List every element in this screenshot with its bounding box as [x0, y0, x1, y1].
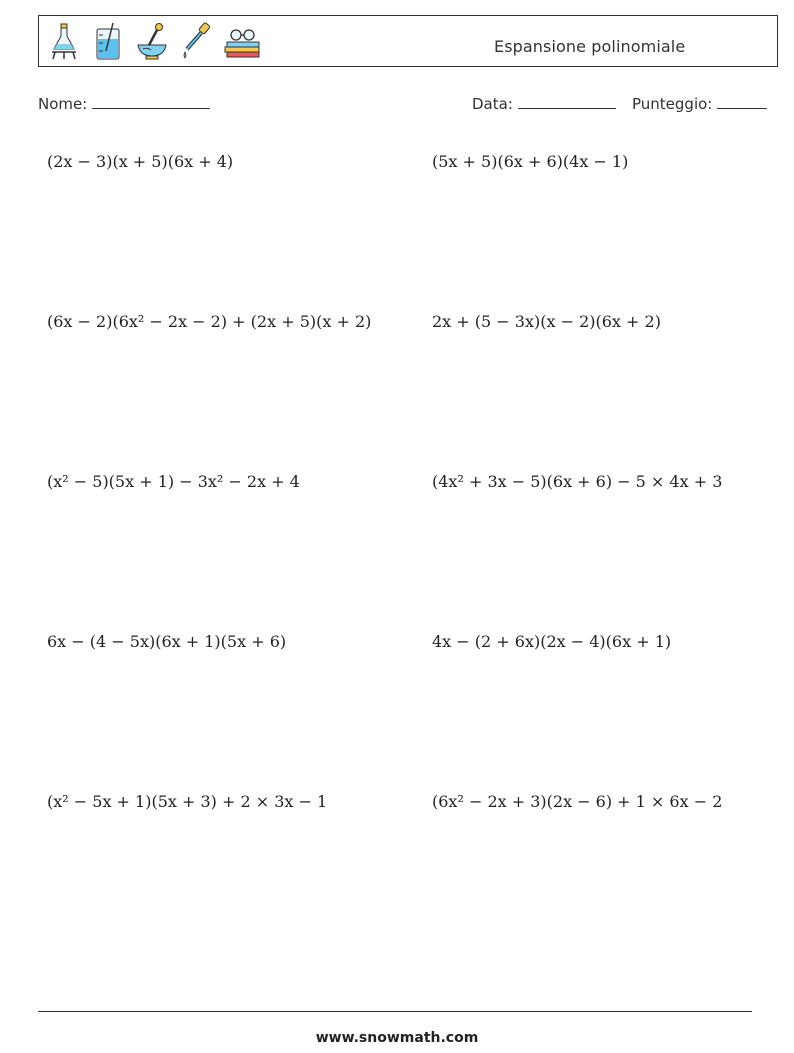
footer-divider	[38, 1011, 752, 1012]
problem-5: (x² − 5)(5x + 1) − 3x² − 2x + 4	[47, 472, 300, 491]
date-field[interactable]	[472, 94, 616, 113]
name-label: Nome:	[38, 95, 88, 113]
problem-3: (6x − 2)(6x² − 2x − 2) + (2x + 5)(x + 2)	[47, 312, 372, 331]
score-field[interactable]	[632, 94, 767, 113]
dropper-icon	[179, 21, 213, 61]
name-blank[interactable]	[92, 94, 210, 109]
problem-1: (2x − 3)(x + 5)(6x + 4)	[47, 152, 234, 171]
problem-6: (4x² + 3x − 5)(6x + 6) − 5 × 4x + 3	[432, 472, 723, 491]
name-field[interactable]	[38, 94, 210, 113]
books-glasses-icon	[223, 21, 263, 61]
problem-8: 4x − (2 + 6x)(2x − 4)(6x + 1)	[432, 632, 672, 651]
mortar-pestle-icon	[135, 21, 169, 61]
footer-url[interactable]: www.snowmath.com	[315, 1030, 479, 1046]
problem-4: 2x + (5 − 3x)(x − 2)(6x + 2)	[432, 312, 661, 331]
problem-7: 6x − (4 − 5x)(6x + 1)(5x + 6)	[47, 632, 287, 651]
score-blank[interactable]	[717, 94, 767, 109]
score-label: Punteggio:	[632, 95, 713, 113]
date-blank[interactable]	[518, 94, 616, 109]
problem-9: (x² − 5x + 1)(5x + 3) + 2 × 3x − 1	[47, 792, 328, 811]
problem-10: (6x² − 2x + 3)(2x − 6) + 1 × 6x − 2	[432, 792, 723, 811]
beaker-icon	[91, 21, 125, 61]
header-icons	[47, 21, 263, 61]
flask-icon	[47, 21, 81, 61]
date-label: Data:	[472, 95, 513, 113]
problem-2: (5x + 5)(6x + 6)(4x − 1)	[432, 152, 629, 171]
worksheet-header	[38, 15, 778, 67]
worksheet-title: Espansione polinomiale	[494, 37, 686, 56]
